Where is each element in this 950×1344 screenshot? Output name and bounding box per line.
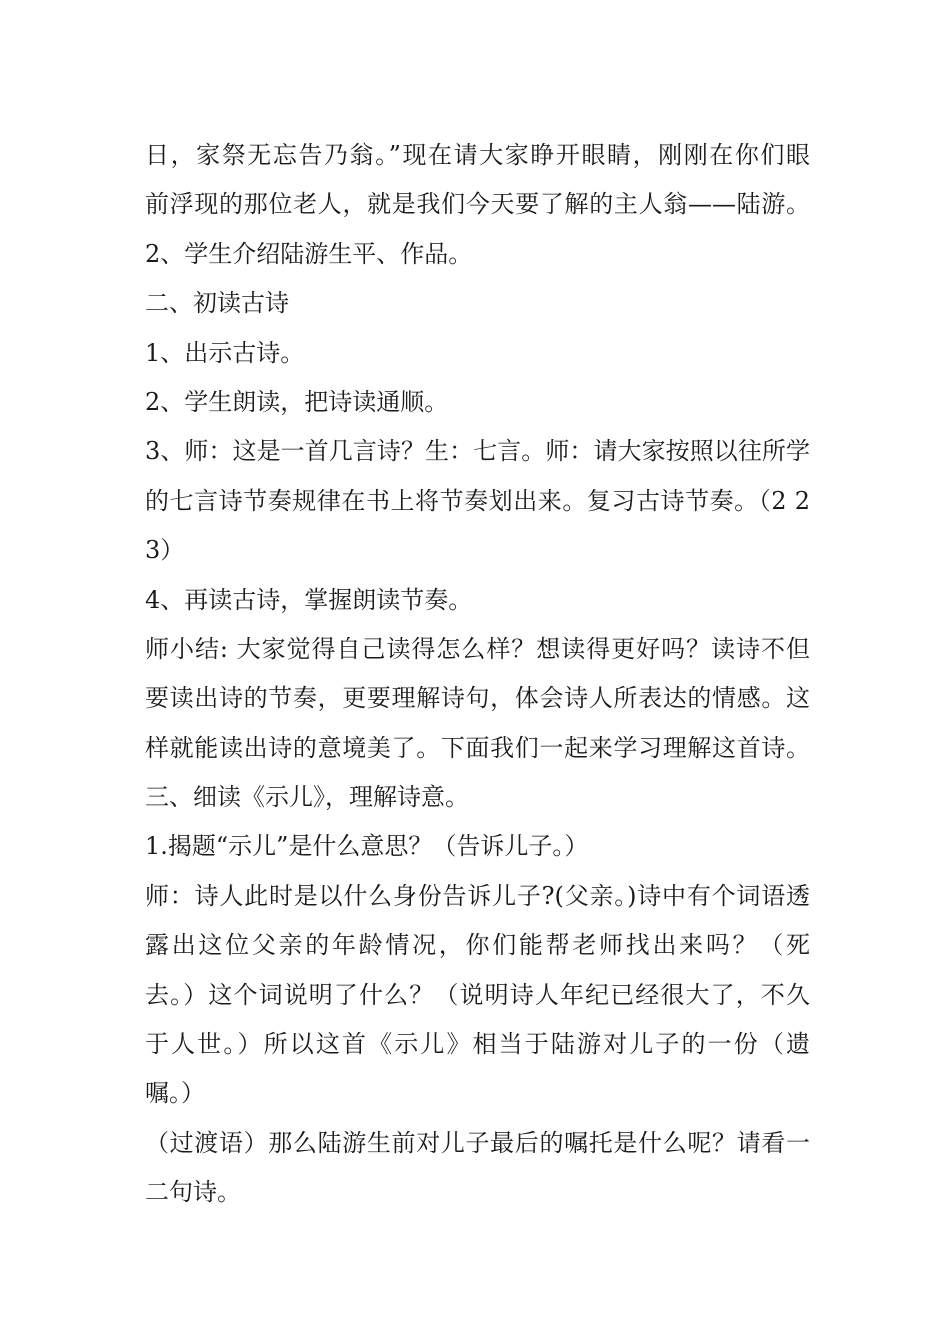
text-line: 2、学生介绍陆游生平、作品。 (145, 239, 473, 268)
text-line: 样就能读出诗的意境美了。下面我们一起来学习理解这首诗。 (145, 733, 810, 762)
text-line: 师：诗人此时是以什么身份告诉儿子?(父亲。)诗中有个词语透 (145, 881, 810, 910)
text-line: 二句诗。 (145, 1178, 241, 1207)
text-line: 要读出诗的节奏，更要理解诗句，体会诗人所表达的情感。这 (145, 684, 810, 713)
text-line: 的七言诗节奏规律在书上将节奏划出来。复习古诗节奏。（2 2 (145, 486, 810, 515)
text-line: 二、初读古诗 (145, 289, 289, 318)
text-line: （过渡语）那么陆游生前对儿子最后的嘱托是什么呢？请看一 (145, 1128, 810, 1157)
text-line: 露出这位父亲的年龄情况，你们能帮老师找出来吗？（死 (145, 931, 810, 960)
text-line: 师小结: 大家觉得自己读得怎么样？想读得更好吗？读诗不但 (145, 634, 810, 663)
text-line: 于人世。）所以这首《示儿》相当于陆游对儿子的一份（遗 (145, 1030, 810, 1059)
text-line: 3、师：这是一首几言诗？生：七言。师：请大家按照以往所学 (145, 437, 810, 466)
text-line: 3） (145, 536, 185, 565)
text-line: 前浮现的那位老人，就是我们今天要了解的主人翁——陆游。 (145, 190, 810, 219)
text-line: 去。）这个词说明了什么？（说明诗人年纪已经很大了，不久 (145, 980, 810, 1009)
text-line: 1、出示古诗。 (145, 338, 305, 367)
document-body (145, 131, 810, 1218)
text-line: 1.揭题“示儿”是什么意思？（告诉儿子。） (145, 832, 589, 861)
text-line: 嘱。） (145, 1079, 205, 1108)
text-line: 4、再读古诗，掌握朗读节奏。 (145, 585, 473, 614)
text-line: 三、细读《示儿》，理解诗意。 (145, 783, 469, 812)
text-line: 日，家祭无忘告乃翁。”现在请大家睁开眼睛，刚刚在你们眼 (145, 141, 810, 169)
text-line: 2、学生朗读，把诗读通顺。 (145, 387, 449, 416)
